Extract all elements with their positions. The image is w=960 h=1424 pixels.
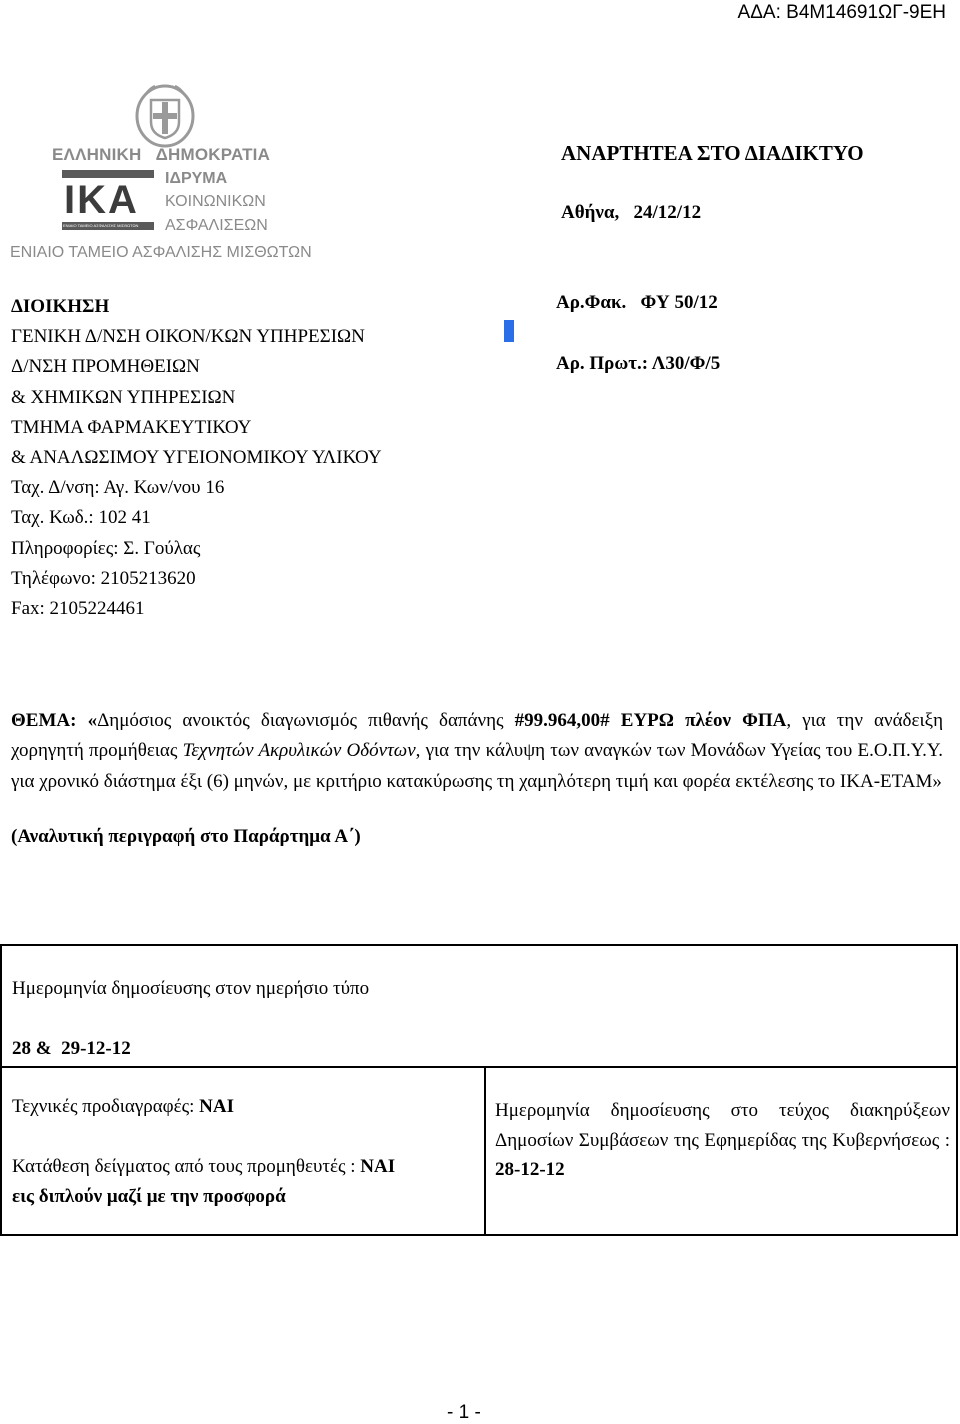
- protocol-number: Αρ. Πρωτ.: Λ30/Φ/5: [556, 353, 721, 374]
- sender-directorate: Δ/ΝΣΗ ΠΡΟΜΗΘΕΙΩΝ: [11, 356, 200, 378]
- technical-specs: [12, 1096, 234, 1118]
- gazette-publication-date-label: Ημερομηνία δημοσίευσης στο τεύχος διακηρύξεων Δημοσίων Συμβάσεων της Εφημερίδας της Κυβερνήσεως :: [495, 1100, 950, 1151]
- logo-text-asfaliseon: ΑΣΦΑΛΙΣΕΩΝ: [165, 217, 268, 234]
- gazette-publication-date: [495, 1096, 950, 1185]
- post-online-heading: ΑΝΑΡΤΗΤΕΑ ΣΤΟ ΔΙΑΔΙΚΤΥΟ: [561, 141, 864, 165]
- subject-amount: #99.964,00# ΕΥΡΩ πλέον ΦΠΑ: [514, 710, 787, 731]
- ika-logo-letters: ΙΚΑ: [64, 178, 139, 222]
- sender-general-directorate: ΓΕΝΙΚΗ Δ/ΝΣΗ ΟΙΚΟΝ/ΚΩΝ ΥΠΗΡΕΣΙΩΝ: [11, 326, 365, 348]
- technical-specs-label: Τεχνικές προδιαγραφές:: [12, 1096, 200, 1117]
- logo-text-idryma: ΙΔΡΥΜΑ: [165, 170, 228, 187]
- sender-directorate-2: & ΧΗΜΙΚΩΝ ΥΠΗΡΕΣΙΩΝ: [11, 386, 236, 408]
- subject-product: Τεχνητών Ακρυλικών Οδόντων: [182, 740, 416, 762]
- blue-marker: [504, 320, 514, 342]
- sample-submission-label: Κατάθεση δείγματος από τους προμηθευτές :: [12, 1156, 361, 1177]
- sender-phone: Τηλέφωνο: 2105213620: [11, 567, 196, 589]
- greek-coat-of-arms-emblem: [133, 80, 197, 148]
- technical-specs-value: ΝΑΙ: [199, 1096, 235, 1117]
- sender-department: ΤΜΗΜΑ ΦΑΡΜΑΚΕΥΤΙΚΟΥ: [11, 416, 252, 438]
- sender-address: Ταχ. Δ/νση: Αγ. Κων/νου 16: [11, 477, 225, 499]
- sender-administration: ΔΙΟΙΚΗΣΗ: [11, 296, 110, 317]
- press-publication-date-label: Ημερομηνία δημοσίευσης στον ημερήσιο τύπο: [12, 978, 370, 999]
- gazette-publication-date-value: 28-12-12: [495, 1159, 565, 1180]
- subject-text-1: Δημόσιος ανοικτός διαγωνισμός πιθανής δαπάνης: [97, 710, 515, 731]
- logo-fund-text: ΕΝΙΑΙΟ ΤΑΜΕΙΟ ΑΣΦΑΛΙΣΗΣ ΜΙΣΘΩΤΩΝ: [10, 244, 312, 261]
- subject-label: ΘΕΜΑ:: [11, 710, 77, 731]
- sender-department-2: & ΑΝΑΛΩΣΙΜΟΥ ΥΓΕΙΟΝΟΜΙΚΟΥ ΥΛΙΚΟΥ: [11, 447, 382, 469]
- file-number: Αρ.Φακ. ΦΥ 50/12: [556, 292, 718, 313]
- subject-text-2: , για την ανάδειξη χορηγητή προμήθειας: [11, 710, 943, 762]
- page-number: - 1 -: [447, 1402, 481, 1423]
- subject-annex-note: (Αναλυτική περιγραφή στο Παράρτημα Α΄): [11, 826, 361, 847]
- ika-logo-subtext: ΕΝΙΑΙΟ ΤΑΜΕΙΟ ΑΣΦΑΛΙΣΗΣ ΜΙΣΘΩΤΩΝ: [63, 223, 139, 228]
- subject-text-3: , για την κάλυψη των αναγκών των Μονάδων Υγείας του Ε.Ο.Π.Υ.Υ. για χρονικό διάστημα έξι (6) μηνών, με κριτήριο κατακύρωσης τη χαμηλότερη τιμή και φορέα εκτέλεσης το ΙΚΑ-ΕΤΑΜ»: [11, 740, 943, 792]
- sender-block: [11, 292, 382, 624]
- sample-submission: [12, 1156, 395, 1178]
- subject-paragraph: [11, 706, 943, 797]
- sender-postal-code: Ταχ. Κωδ.: 102 41: [11, 507, 151, 529]
- city-date: Αθήνα, 24/12/12: [561, 202, 702, 223]
- press-publication-date-value: 28 & 29-12-12: [12, 1038, 131, 1059]
- ika-logo-mark: [62, 170, 154, 230]
- sender-fax: Fax: 2105224461: [11, 598, 145, 620]
- publication-info-table: [0, 944, 958, 1236]
- sender-info: Πληροφορίες: Σ. Γούλας: [11, 537, 201, 559]
- logo-republic-text: ΕΛΛΗΝΙΚΗ ΔΗΜΟΚΡΑΤΙΑ: [52, 145, 271, 164]
- table-row-divider: [2, 1066, 956, 1068]
- ada-code: ΑΔΑ: Β4Μ14691ΩΓ-9ΕΗ: [737, 2, 946, 23]
- sample-submission-value: ΝΑΙ: [360, 1156, 396, 1177]
- subject-open-quote: «: [87, 710, 98, 731]
- table-column-divider: [484, 1066, 486, 1234]
- duplicate-with-offer: εις διπλούν μαζί με την προσφορά: [12, 1186, 286, 1207]
- logo-text-koinonikon: ΚΟΙΝΩΝΙΚΩΝ: [165, 193, 266, 210]
